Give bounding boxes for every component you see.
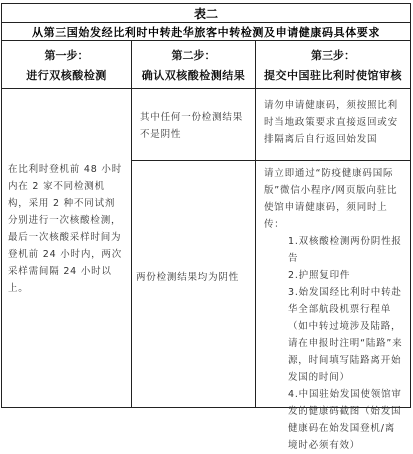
case-2-result: 两份检测结果均为阴性 [136,272,240,283]
step-2-label: 确认双核酸检测结果 [141,68,246,82]
table-title: 表二 [2,4,410,23]
requirement-item-2: 2.护照复印件 [288,270,351,281]
case-2-result-cell [132,161,256,407]
table-body [2,89,410,451]
step-3-number: 第三步： [311,48,355,62]
requirement-item-3: 3.始发国经比利时中转赴华全部航段机票行程单（如中转过境涉及陆路，请在申报时注明“陆路”来源，时间填写陆路离开始发国的时间） [288,287,403,383]
case-1-action: 请勿申请健康码，须按照比利时当地政策要求直接返回或安排隔离后自行返回始发国 [264,100,398,145]
table-subtitle: 从第三国始发经比利时中转赴华旅客中转检测及申请健康码具体要求 [2,23,410,41]
step-1-label: 进行双核酸检测 [26,68,107,82]
case-1-action-cell [256,89,410,160]
step-1-cell [2,89,132,407]
step-header-row [2,41,410,89]
case-1-result: 其中任何一份检测结果不是阴性 [140,112,244,140]
case-2-action-cell [256,161,410,451]
step-1-number: 第一步： [44,48,89,62]
results-block [132,89,410,451]
case-1-result-cell [132,89,256,160]
case-both-negative-row [132,161,410,451]
case-2-intro: 请立即通过“防疫健康码国际版”微信小程序/网页版向驻比使馆申请健康码，须同时上传： [264,168,398,230]
step-1-header [2,41,132,88]
case-not-negative-row [132,89,410,161]
requirement-item-1: 1.双核酸检测两份阴性报告 [288,236,402,264]
step-1-instructions: 在比利时登机前 48 小时内在 2 家不同检测机构，采用 2 种不同试剂分别进行一次核酸检测，最后一次核酸采样时间为登机前 24 小时内，两次采样需间隔 24 小时以上。 [8,164,123,294]
step-2-header [132,41,256,88]
step-2-number: 第二步： [171,48,216,62]
requirements-table [1,3,411,451]
requirement-item-4: 4.中国驻始发国使领馆审发的健康码截图（始发国健康码在始发国登机/离境时必须有效） [288,389,402,451]
case-2-action-list [264,165,404,454]
step-3-label: 提交中国驻比利时使馆审核 [264,68,402,82]
step-3-header [256,41,410,88]
